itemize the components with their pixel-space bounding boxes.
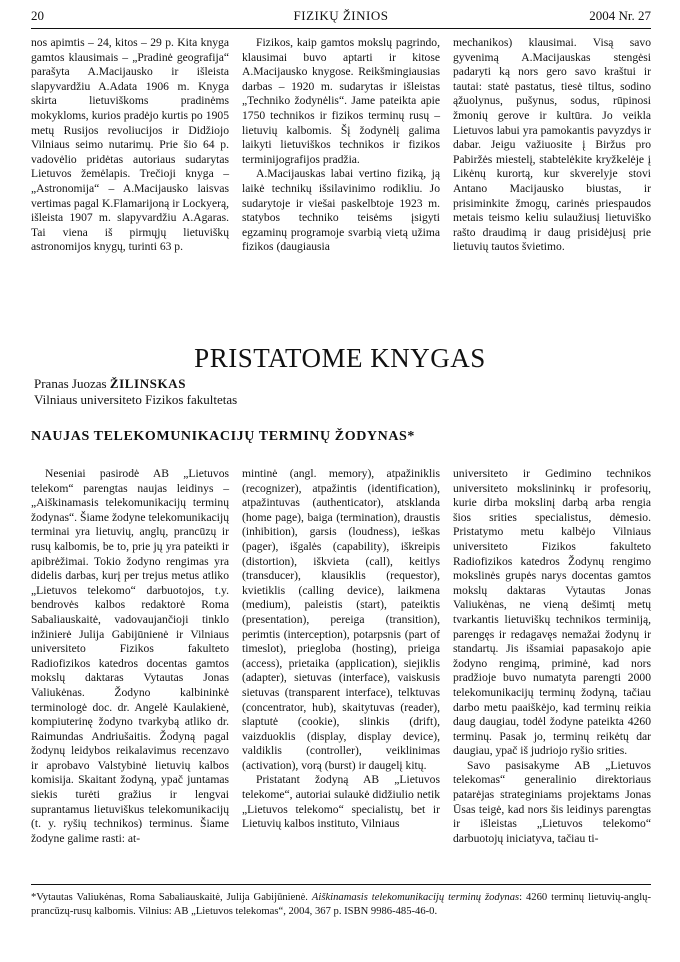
- paragraph: nos apimtis – 24, kitos – 29 p. Kita knyga gamtos klausimais – „Pradinė geografija“ parašyta A.Macijausko ir išleista slapyvardžiu A.Adata 1906 m. Knyga skirta lietuviškoms pradinėms mokykloms, kurios pradėjo kurtis po 1905 metų Rusijos revoliucijos ir Didžiojo Vilniaus seimo nutarimų. Prie šio 64 p. vadovėlio pridėtas autoriaus sudarytas Lietuvos žemėlapis. Trečioji knyga – „Astronomija“ – A.Macijausko laisvas vertimas pagal K.Flamarijoną ir Lockyerą, išleista 1907 m. slapyvardžiu A.Agaras. Tai viena iš pirmųjų lietuviškų astronomijos knygų, turinti 63 p.: [31, 36, 229, 254]
- article-title: NAUJAS TELEKOMUNIKACIJŲ TERMINŲ ŽODYNAS*: [31, 429, 416, 444]
- column-middle: [242, 467, 440, 846]
- paragraph: mintinė (angl. memory), atpažiniklis (recognizer), atpažintis (identification), atpažintuvas (authenticator), atsklanda (home page), baiga (termination), draustis (inhibition), garsis (loudness), ieškas (pager), išgalės (capability), iškreipis (distortion), iškvieta (call), keitlys (transducer), klausiklis (requestor), kvietiklis (calling device), laikmena (medium), paleistis (start), pateiktis (presentation), pereiga (transition), perimtis (interception), potarpsnis (part of timeslot), priegloba (hosting), prieiga (access), prietaika (application), siejiklis (adapter), sietuvas (interface), vaiskusis sietuvas (transparent interface), telktuvas (concentrator, hub), skaitytuvas (reader), slaptutė (cookie), slinkis (drift), vaizduoklis (display, display device), valdiklis (controller), veiklinimas (activation), vorą (burst) ir daugelį kitų.: [242, 467, 440, 772]
- footnote: [31, 891, 651, 919]
- issue-label: 2004 Nr. 27: [589, 8, 651, 23]
- paragraph: Pristatant žodyną AB „Lietuvos telekome“, autoriai sulaukė didžiulio netik „Lietuvos telekomo“ specialistų, bet ir Lietuvių kalbos instituto, Vilniaus: [242, 773, 440, 831]
- column-right: [453, 467, 651, 846]
- paragraph: Neseniai pasirodė AB „Lietuvos telekom“ parengtas naujas leidinys – „Aiškinamasis telekomunikacijų terminų žodynas“. Šiame žodyne telekomunikacijų terminai yra lietuvių, anglų, prancūzų ir rusų kalbomis, be to, prie jų yra pateikti ir apibrėžimai. Tokio žodyno rengimas yra didelis darbas, kurį per trejus metus atliko „Lietuvos telekomo“ darbuotojos, t.y. bendrovės kalbos redaktorė Roma Sabaliauskaitė, vadovaujančioji tinklo inžinierė Julija Gabijūnienė ir Vilniaus universiteto Fizikos fakulteto Radiofizikos katedros docentas gamtos mokslų daktaras Vytautas Jonas Valiukėnas. Žodyno kalbininkė terminologė doc. dr. Angelė Kaulakienė, kompiuterinę žodyno tvarkybą atliko dr. Raimundas Andriušaitis. Žodyną pagal žodynų leidybos reikalavimus recenzavo ir aprobavo Valstybinė lietuvių kalbos komisija. Skaitant žodyną, ypač juntamas siekis turėti gražius ir lengvai suprantamus lietuviškus telekomunikacijų (t. y. ryšių technikos) terminus. Šiame žodyne galime rasti: at-: [31, 467, 229, 845]
- paragraph: Fizikos, kaip gamtos mokslų pagrindo, klausimai buvo aptarti ir kitose A.Macijausko knygose. Reikšmingiausias darbas – 1920 m. sudarytas ir išleistas „Techniko žodynėlis“. Jame pateikta apie 1750 technikos ir fizikos terminų rusų – lietuvių kalbomis. Šį žodynėlį galima laikyti lietuviškos technikos ir fizikos terminijografijos pradžia.: [242, 36, 440, 166]
- author-affiliation: Vilniaus universiteto Fizikos fakultetas: [34, 392, 238, 407]
- paragraph: universiteto ir Gedimino technikos universiteto mokslininkų ir profesorių, kurie dirba mokslinį darbą arba rengia šios srities specialistus, dėmesio. Pristatymo metu kalbėjo Vilniaus universiteto Fizikos fakulteto Radiofizikos katedros Žodynų rengimo mokslinės grupės narys docentas gamtos mokslų daktaras Vytautas Jonas Valiukėnas, ne vieną dešimtį metų tvarkantis lietuviškų technikos terminiją, parengęs ir redagavęs nemažai žodynų ir standartų. Jis išsamiai papasakojo apie žodyno rengimą, priminė, kad nors pradžioje buvo numatyta parengti 2000 telekomunikacijų terminų žodyną, tačiau darbo metu paaiškėjo, kad terminų reikia daug daugiau, todėl žodyne pateikta 4260 terminų. Pasak jo, terminų reikėtų dar daugiau, ypač iš judriojo ryšio srities.: [453, 467, 651, 758]
- article-columns: [31, 467, 651, 846]
- page-header: [31, 8, 651, 28]
- continued-article-columns: [31, 36, 651, 255]
- paragraph: mechanikos) klausimai. Visą savo gyvenimą A.Macijauskas stengėsi padaryti ką nors gero savo kraštui ir tautai: statė pastatus, tiesė tiltus, sodino ąžuolynus, pušynus, sodus, rūpinosi žmonių gerove ir kultūra. Jo veikla Lietuvos labui yra pamokantis pavyzdys ir dabar. Jeigu važiuosite į Biržus pro Pabiržės miestelį, stabtelėkite kryžkelėje į Likėnų kurortą, kur skverelyje stovi Antano Macijausko biustas, ir prisiminkite žmogų, carinės priespaudos metais teismo keliu sulaužiusį lietuviško rašto draudimą ir daug prisidėjusį prie lietuvių tautos švietimo.: [453, 36, 651, 254]
- author-surname: ŽILINSKAS: [109, 376, 187, 391]
- paragraph: A.Macijauskas labai vertino fiziką, ją laikė technikų išsilavinimo rodikliu. Jo sudarytoje ir viešai paskelbtoje 1923 m. statybos techniko teisėms įsigyti egzaminų programoje svarbią vietą užima fizikos (daugiausia: [242, 167, 440, 254]
- footnote-divider: [31, 884, 651, 885]
- section-heading: PRISTATOME KNYGAS: [194, 343, 486, 374]
- column-left: [31, 467, 229, 846]
- footnote-book-title: Aiškinamasis telekomunikacijų terminų žodynas: [311, 892, 520, 903]
- column-left: [31, 36, 229, 255]
- journal-title: FIZIKŲ ŽINIOS: [293, 8, 389, 23]
- author-line: [34, 376, 237, 392]
- column-middle: [242, 36, 440, 255]
- footnote-authors: *Vytautas Valiukėnas, Roma Sabaliauskaitė, Julija Gabijūnienė.: [31, 892, 308, 903]
- author-block: [34, 376, 237, 408]
- paragraph: Savo pasisakyme AB „Lietuvos telekomas“ generalinio direktoriaus patarėjas strateginiams projektams Jonas Ūsas teigė, kad nors šis leidinys parengtas ir išleistas „Lietuvos telekomo“ darbuotojų iniciatyva, tačiau ti-: [453, 758, 651, 845]
- header-divider: [31, 28, 651, 29]
- author-given-names: Pranas Juozas: [34, 376, 107, 391]
- column-right: [453, 36, 651, 255]
- page-number: 20: [31, 8, 44, 23]
- footnote-publication: : 4260 terminų lietuvių-anglų-prancūzų-rusų kalbomis. Vilnius: AB „Lietuvos telekomas“, 2004, 367 p. ISBN 9986-485-46-0.: [31, 892, 651, 917]
